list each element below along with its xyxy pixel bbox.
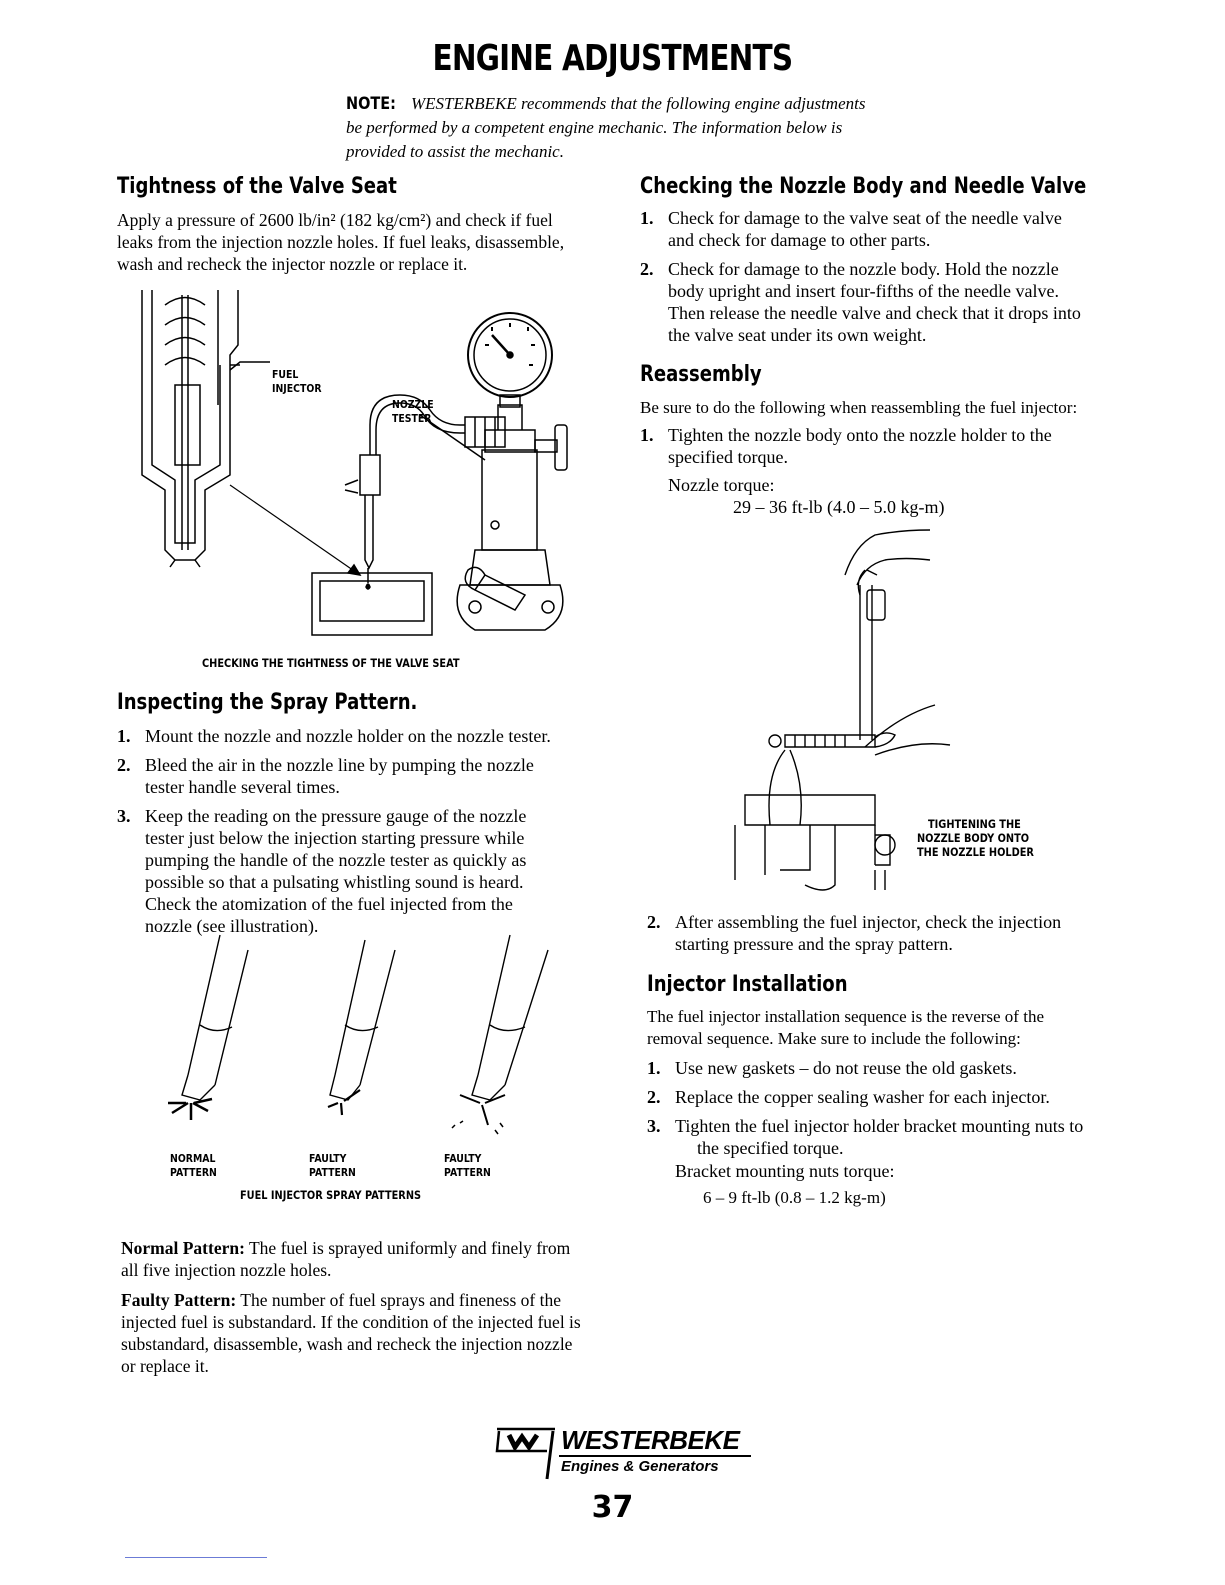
reassembly-heading: Reassembly [640, 362, 762, 387]
list-item: 1. Mount the nozzle and nozzle holder on the nozzle tester. [117, 726, 551, 746]
text-line: Apply a pressure of 2600 lb/in² (182 kg/cm²) and check if fuel [117, 210, 553, 230]
brand-name: WESTERBEKE [561, 1425, 740, 1455]
westerbeke-logo [495, 1425, 755, 1487]
list-item: 3. Keep the reading on the pressure gauge of the nozzle tester just below the injection starting pressure while pumping the handle of the nozzle tester as quickly as possible so that a pulsating whistling sound is heard. Check the atomization of the fuel injected from the nozzle (see illustration). [117, 806, 527, 936]
figure-caption-valve-seat: CHECKING THE TIGHTNESS OF THE VALVE SEAT [202, 656, 460, 670]
text-line: wash and recheck the injector nozzle or replace it. [117, 254, 468, 274]
faulty-pattern-description: Faulty Pattern: The number of fuel sprays and fineness of the injected fuel is substandard. If the condition of the injected fuel is substandard, disassemble, wash and recheck the injection nozzle or replace it. [121, 1290, 581, 1376]
spray-pattern-steps [117, 725, 597, 944]
faulty-pattern-label: FAULTY PATTERN [444, 1152, 491, 1179]
list-item: 2. Bleed the air in the nozzle line by pumping the nozzle tester handle several times. [117, 755, 534, 797]
valve-seat-illustration [130, 285, 570, 645]
brand-tagline: Engines & Generators [561, 1458, 719, 1475]
note-block [346, 92, 906, 164]
note-line: be performed by a competent engine mechanic. The information below is [346, 118, 843, 137]
normal-pattern-label: NORMAL PATTERN [170, 1152, 217, 1179]
nozzle-tester-label: NOZZLE TESTER [392, 398, 434, 425]
list-item: 2. Check for damage to the nozzle body. Hold the nozzle body upright and insert four-fifths of the needle valve. Then release the needle valve and check that it drops into the valve seat under its own weight. [640, 259, 1081, 345]
note-line: provided to assist the mechanic. [346, 142, 564, 161]
figure-caption-torque: NOZZLE BODY ONTO [917, 831, 1030, 845]
nozzle-torque-value: 29 – 36 ft-lb (4.0 – 5.0 kg-m) [733, 497, 945, 517]
logo-underline [559, 1455, 751, 1457]
list-item: 2. Replace the copper sealing washer for each injector. [647, 1087, 1050, 1107]
installation-heading: Injector Installation [647, 972, 848, 997]
nozzle-torque-label: Nozzle torque: [668, 475, 775, 495]
reassembly-step-1 [640, 424, 1120, 475]
nozzle-body-steps [640, 207, 1120, 353]
note-label: NOTE: [346, 94, 396, 114]
installation-steps [647, 1057, 1127, 1166]
page-number-wrap [0, 1490, 1225, 1525]
text-line: leaks from the injection nozzle holes. If fuel leaks, disassemble, [117, 232, 565, 252]
list-item: 2. After assembling the fuel injector, check the injection starting pressure and the spray pattern. [647, 912, 1062, 954]
bracket-torque-value: 6 – 9 ft-lb (0.8 – 1.2 kg-m) [703, 1188, 886, 1207]
nozzle-body-heading: Checking the Nozzle Body and Needle Valve [640, 174, 1087, 199]
faulty-pattern-label: FAULTY PATTERN [309, 1152, 356, 1179]
list-item: 1. Use new gaskets – do not reuse the old gaskets. [647, 1058, 1017, 1078]
installation-intro: The fuel injector installation sequence is the reverse of the removal sequence. Make sure to include the following: [647, 1007, 1044, 1048]
list-item: 3. Tighten the fuel injector holder bracket mounting nuts to the specified torque. [647, 1116, 1084, 1158]
reassembly-step-2 [647, 911, 1127, 962]
normal-pattern-description: Normal Pattern: The fuel is sprayed uniformly and finely from all five injection nozzle holes. [121, 1238, 571, 1280]
figure-caption-torque: TIGHTENING THE [928, 817, 1021, 831]
valve-seat-text [117, 209, 597, 275]
bottom-rule [125, 1557, 267, 1558]
fuel-injector-label: FUEL INJECTOR [272, 368, 322, 395]
page-title: ENGINE ADJUSTMENTS [432, 38, 793, 79]
figure-caption-spray-patterns: FUEL INJECTOR SPRAY PATTERNS [240, 1188, 422, 1202]
list-item: 1. Tighten the nozzle body onto the nozzle holder to the specified torque. [640, 425, 1052, 467]
figure-caption-torque: THE NOZZLE HOLDER [917, 845, 1034, 859]
bracket-torque-label: Bracket mounting nuts torque: [675, 1161, 895, 1181]
list-item: 1. Check for damage to the valve seat of the needle valve and check for damage to other parts. [640, 208, 1062, 250]
page-number: 37 [591, 1490, 634, 1525]
valve-seat-heading: Tightness of the Valve Seat [117, 174, 397, 199]
spray-pattern-heading: Inspecting the Spray Pattern. [117, 690, 418, 715]
note-line: WESTERBEKE recommends that the following engine adjustments [410, 94, 866, 113]
reassembly-intro: Be sure to do the following when reassembling the fuel injector: [640, 398, 1078, 417]
spray-patterns-illustration [160, 935, 560, 1150]
